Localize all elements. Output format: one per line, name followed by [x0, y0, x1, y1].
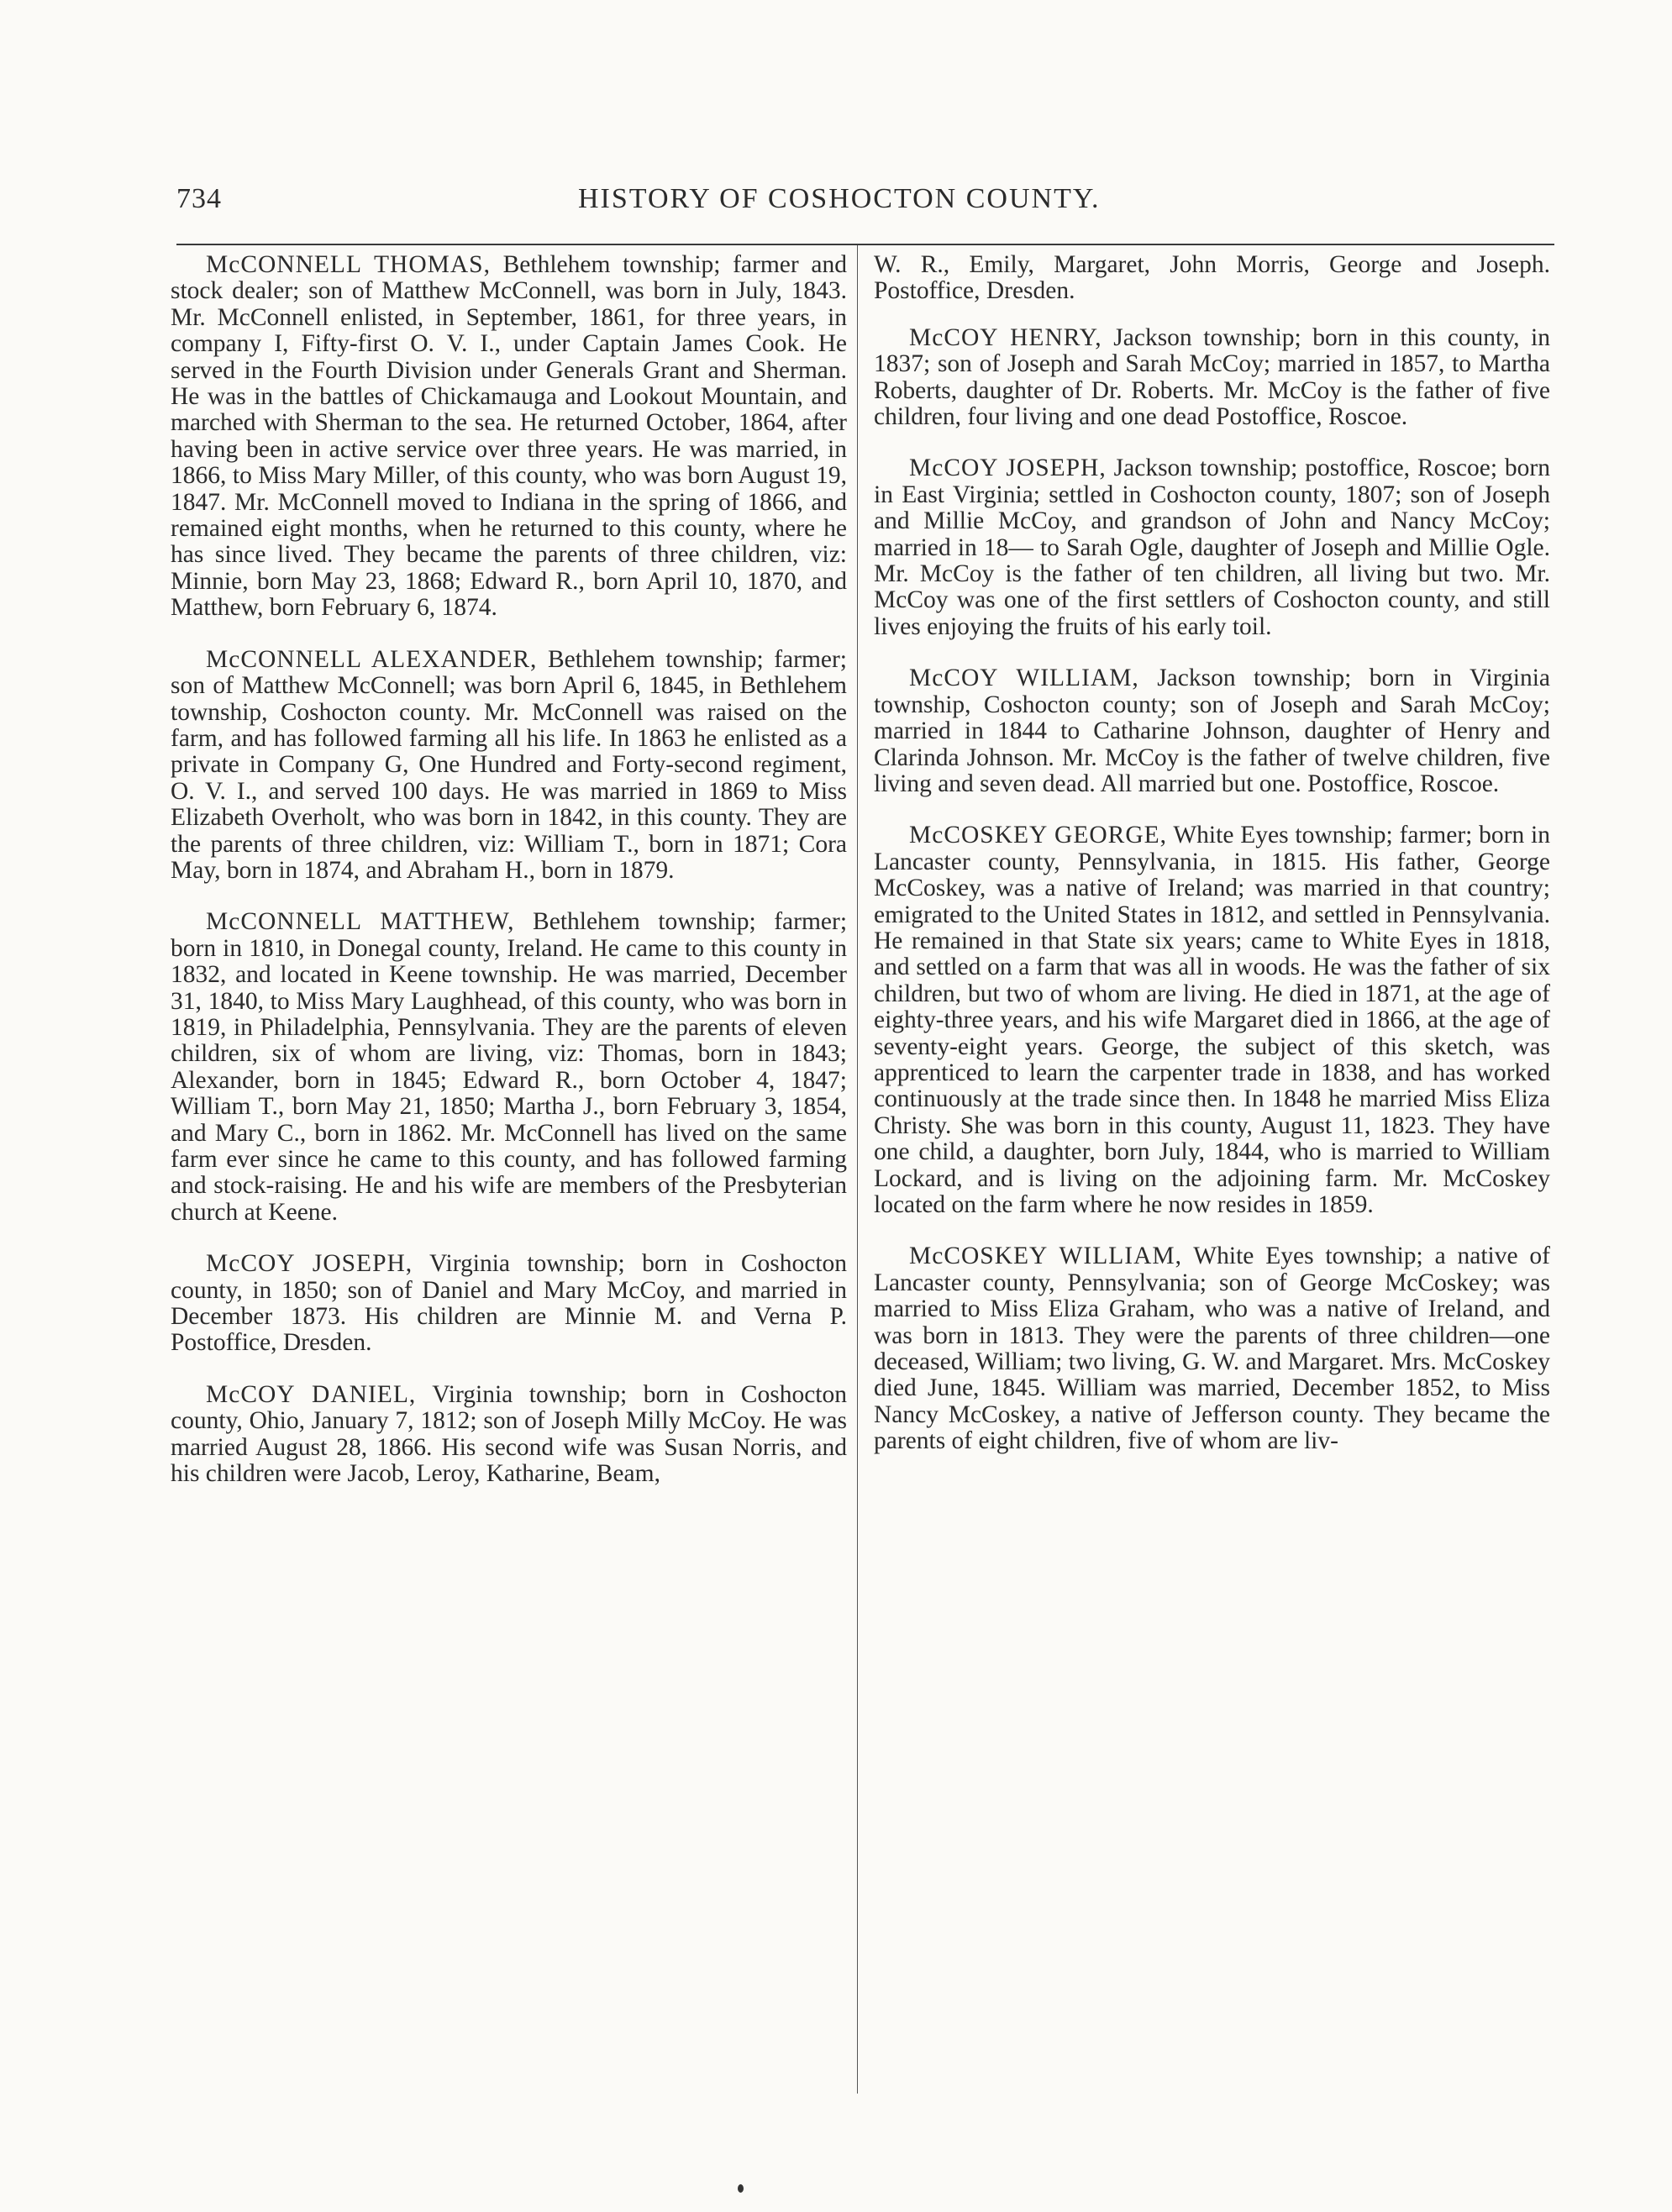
entry-name: McCOY JOSEPH, — [909, 454, 1107, 482]
entry-text: Jackson township; postoffice, Roscoe; born in East Virginia; settled in Coshocton county, 1807; son of Joseph and Millie McCoy, and grandson of John and Nancy McCoy; married in 18— to Sarah Ogle, daughter of Joseph and Millie Ogle. Mr. McCoy is the father of ten children, all living but two. Mr. McCoy was one of the first settlers of Coshocton county, and still lives enjoying the fruits of his early toil. — [874, 454, 1551, 640]
entry-name: McCONNELL THOMAS, — [206, 251, 491, 278]
entry-name: McCOY JOSEPH, — [206, 1250, 413, 1278]
entry-name: McCONNELL MATTHEW, — [206, 908, 515, 936]
biography-entry — [874, 1243, 1550, 1454]
entry-name: McCOY DANIEL, — [206, 1380, 417, 1408]
entry-text: Virginia township; born in Coshocton county, in 1850; son of Daniel and Mary McCoy, and married in December 1873. His children are Minnie M. and Verna P. Postoffice, Dresden. — [171, 1250, 848, 1357]
ink-speck — [738, 2184, 744, 2193]
entry-text: White Eyes township; a native of Lancaster county, Pennsylvania; son of George McCoskey; was married to Miss Eliza Graham, who was a native of Ireland, and was born in 1813. They were the parents of three children—one deceased, William; two living, G. W. and Margaret. Mrs. McCoskey died June, 1845. William was married, December 1852, to Miss Nancy McCoskey, a native of Jefferson county. They became the parents of eight children, five of whom are liv- — [874, 1243, 1551, 1455]
biography-entry — [171, 647, 847, 885]
entry-name: McCOY WILLIAM, — [909, 665, 1139, 692]
header-rule — [176, 244, 1554, 245]
biography-entry — [171, 1251, 847, 1357]
entry-text: Bethlehem township; farmer; son of Matthew McConnell; was born April 6, 1845, in Bethlehem township, Coshocton county. Mr. McConnell was raised on the farm, and has followed farming all his life. In 1863 he enlisted as a private in Company G, One Hundred and Forty-second regiment, O. V. I., and served 100 days. He was married in 1869 to Miss Elizabeth Overholt, who was born in 1842, in this county. They are the parents of three children, viz: William T., born in 1871; Cora May, born in 1874, and Abraham H., born in 1879. — [171, 645, 848, 884]
entry-text: Jackson township; born in this county, in 1837; son of Joseph and Sarah McCoy; married in 1857, to Martha Roberts, daughter of Dr. Roberts. Mr. McCoy is the father of five children, four living and one dead Postoffice, Roscoe. — [874, 323, 1550, 431]
entry-text: Bethlehem township; farmer; born in 1810, in Donegal county, Ireland. He came to this county in 1832, and located in Keene township. He was married, December 31, 1840, to Miss Mary Laughhead, of this county, who was born in 1819, in Philadelphia, Pennsylvania. They are the parents of eleven children, six of whom are living, viz: Thomas, born in 1843; Alexander, born in 1845; Edward R., born October 4, 1847; William T., born May 21, 1850; Martha J., born February 3, 1854, and Mary C., born in 1862. Mr. McConnell has lived on the same farm ever since he came to this county, and has followed farming and stock-raising. He and his wife are members of the Presbyterian church at Keene. — [171, 908, 848, 1226]
right-column — [874, 252, 1550, 1480]
biography-entry — [874, 822, 1550, 1218]
page-number: 734 — [176, 183, 222, 214]
entry-name: McCOY HENRY, — [909, 323, 1102, 351]
biography-entry — [874, 665, 1550, 797]
biography-entry-continuation — [874, 252, 1550, 305]
biography-entry — [874, 325, 1550, 431]
running-title: HISTORY OF COSHOCTON COUNTY. — [578, 183, 1101, 214]
entry-text: Bethlehem township; farmer and stock dealer; son of Matthew McConnell, was born in July, 1843. Mr. McConnell enlisted, in September, 1861, for three years, in company I, Fifty-first O. V. I., under Captain James Cook. He served in the Fourth Division under Generals Grant and Sherman. He was in the battles of Chickamauga and Lookout Mountain, and marched with Sherman to the sea. He returned October, 1864, after having been in active service over three years. He was married, in 1866, to Miss Mary Miller, of this county, who was born August 19, 1847. Mr. McConnell moved to Indiana in the spring of 1866, and remained eight months, when he returned to this county, where he has since lived. They became the parents of three children, viz: Minnie, born May 23, 1868; Edward R., born April 10, 1870, and Matthew, born February 6, 1874. — [171, 251, 847, 622]
entry-text: White Eyes township; farmer; born in Lancaster county, Pennsylvania, in 1815. His father, George McCoskey, was a native of Ireland; was married in that country; emigrated to the United States in 1812, and settled in Pennsylvania. He remained in that State six years; came to White Eyes in 1818, and settled on a farm that was all in woods. He was the father of six children, but two of whom are living. He died in 1871, at the age of eighty-three years, and his wife Margaret died in 1866, at the age of seventy-eight years. George, the subject of this sketch, was apprenticed to learn the carpenter trade in 1838, and has worked continuously at the trade since then. In 1848 he married Miss Eliza Christy. She was born in this county, August 11, 1823. They have one child, a daughter, born July, 1844, who is married to William Lockard, and is living on the adjoining farm. Mr. McCoskey located on the farm where he now resides in 1859. — [874, 822, 1550, 1218]
entry-name: McCOSKEY WILLIAM, — [909, 1243, 1182, 1270]
entry-text: Virginia township; born in Coshocton county, Ohio, January 7, 1812; son of Joseph Milly McCoy. He was married August 28, 1866. His second wife was Susan Norris, and his children were Jacob, Leroy, Katharine, Beam, — [171, 1380, 848, 1488]
entry-name: McCOSKEY GEORGE, — [909, 822, 1168, 849]
left-column — [171, 252, 847, 1512]
page-header — [176, 178, 1554, 229]
entry-name: McCONNELL ALEXANDER, — [206, 645, 538, 673]
biography-entry — [171, 252, 847, 622]
biography-entry — [874, 455, 1550, 640]
entry-text: W. R., Emily, Margaret, John Morris, George and Joseph. Postoffice, Dresden. — [874, 251, 1550, 305]
column-divider — [857, 245, 858, 2094]
biography-entry — [171, 1382, 847, 1488]
entry-text: Jackson township; born in Virginia township, Coshocton county; son of Joseph and Sarah McCoy; married in 1844 to Catharine Johnson, daughter of Henry and Clarinda Johnson. Mr. McCoy is the father of twelve children, five living and seven dead. All married but one. Postoffice, Roscoe. — [874, 665, 1551, 797]
biography-entry — [171, 909, 847, 1226]
